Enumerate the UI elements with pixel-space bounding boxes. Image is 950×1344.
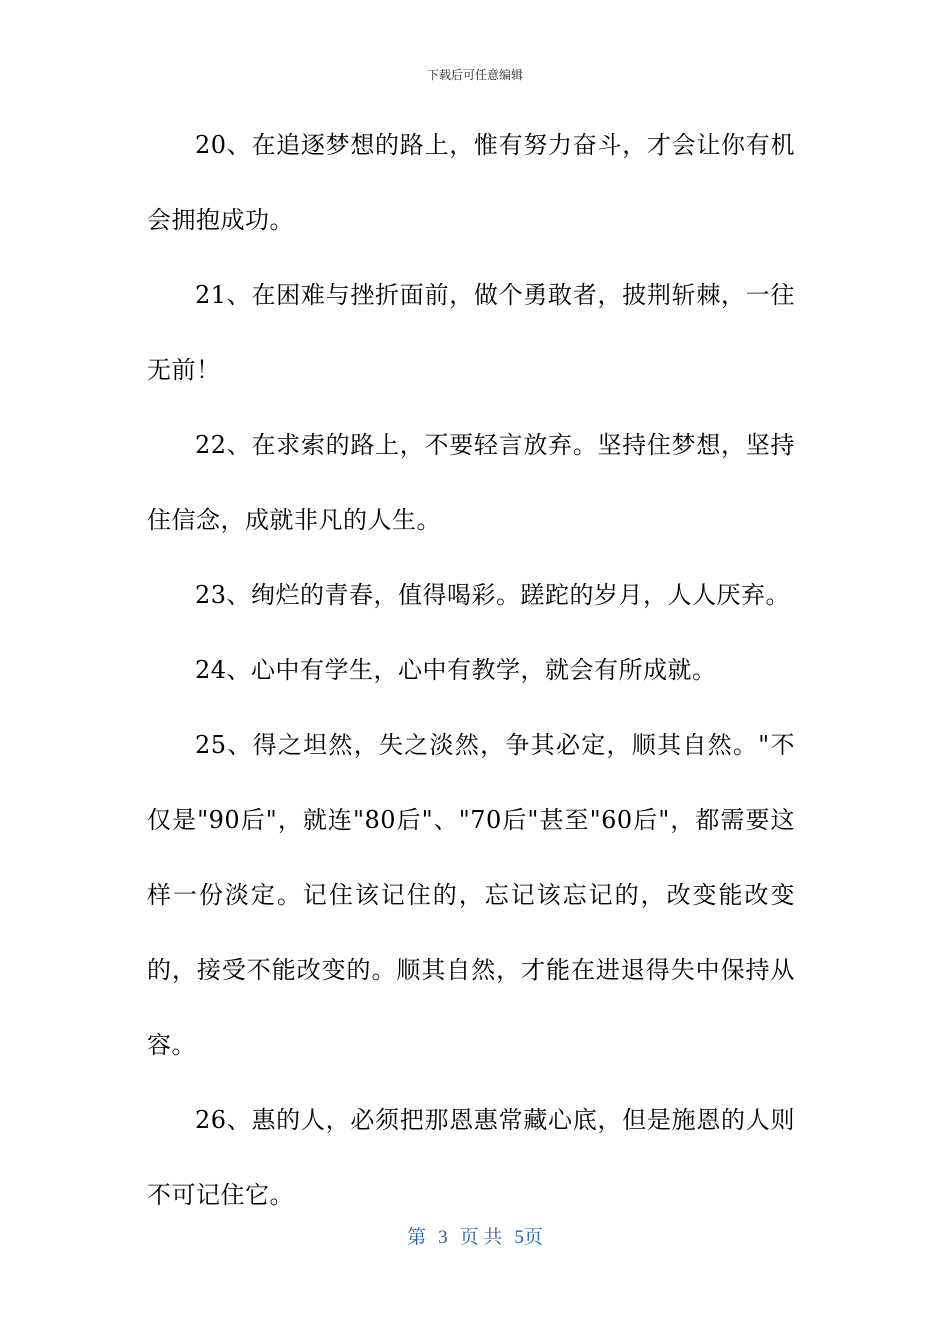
paragraph-23: 23、绚烂的青春，值得喝彩。蹉跎的岁月，人人厌弃。 xyxy=(195,581,791,609)
paragraph-21: 21、在困难与挫折面前，做个勇敢者，披荆斩棘，一往无前！ xyxy=(147,281,795,384)
footer-label-of: 页 共 xyxy=(459,1227,503,1248)
paragraph-26: 26、惠的人，必须把那恩惠常藏心底，但是施恩的人则不可记住它。 xyxy=(147,1106,795,1209)
footer-current-page: 3 xyxy=(438,1227,448,1248)
paragraph-22: 22、在求索的路上，不要轻言放弃。坚持住梦想，坚持住信念，成就非凡的人生。 xyxy=(147,431,795,534)
footer-total-pages: 5页 xyxy=(514,1227,543,1248)
footer-label-page: 第 xyxy=(407,1227,427,1248)
page-footer xyxy=(0,1226,950,1250)
document-body xyxy=(147,108,795,1233)
paragraph-25: 25、得之坦然，失之淡然，争其必定，顺其自然。"不仅是"90后"，就连"80后"、"70后"甚至"60后"，都需要这样一份淡定。记住该记住的，忘记该忘记的，改变能改变的，接受不能改变的。顺其自然，才能在进退得失中保持从容。 xyxy=(147,731,795,1059)
page-header: 下载后可任意编辑 xyxy=(426,68,523,82)
paragraph-20: 20、在追逐梦想的路上，惟有努力奋斗，才会让你有机会拥抱成功。 xyxy=(147,131,795,234)
paragraph-24: 24、心中有学生，心中有教学，就会有所成就。 xyxy=(195,656,717,684)
